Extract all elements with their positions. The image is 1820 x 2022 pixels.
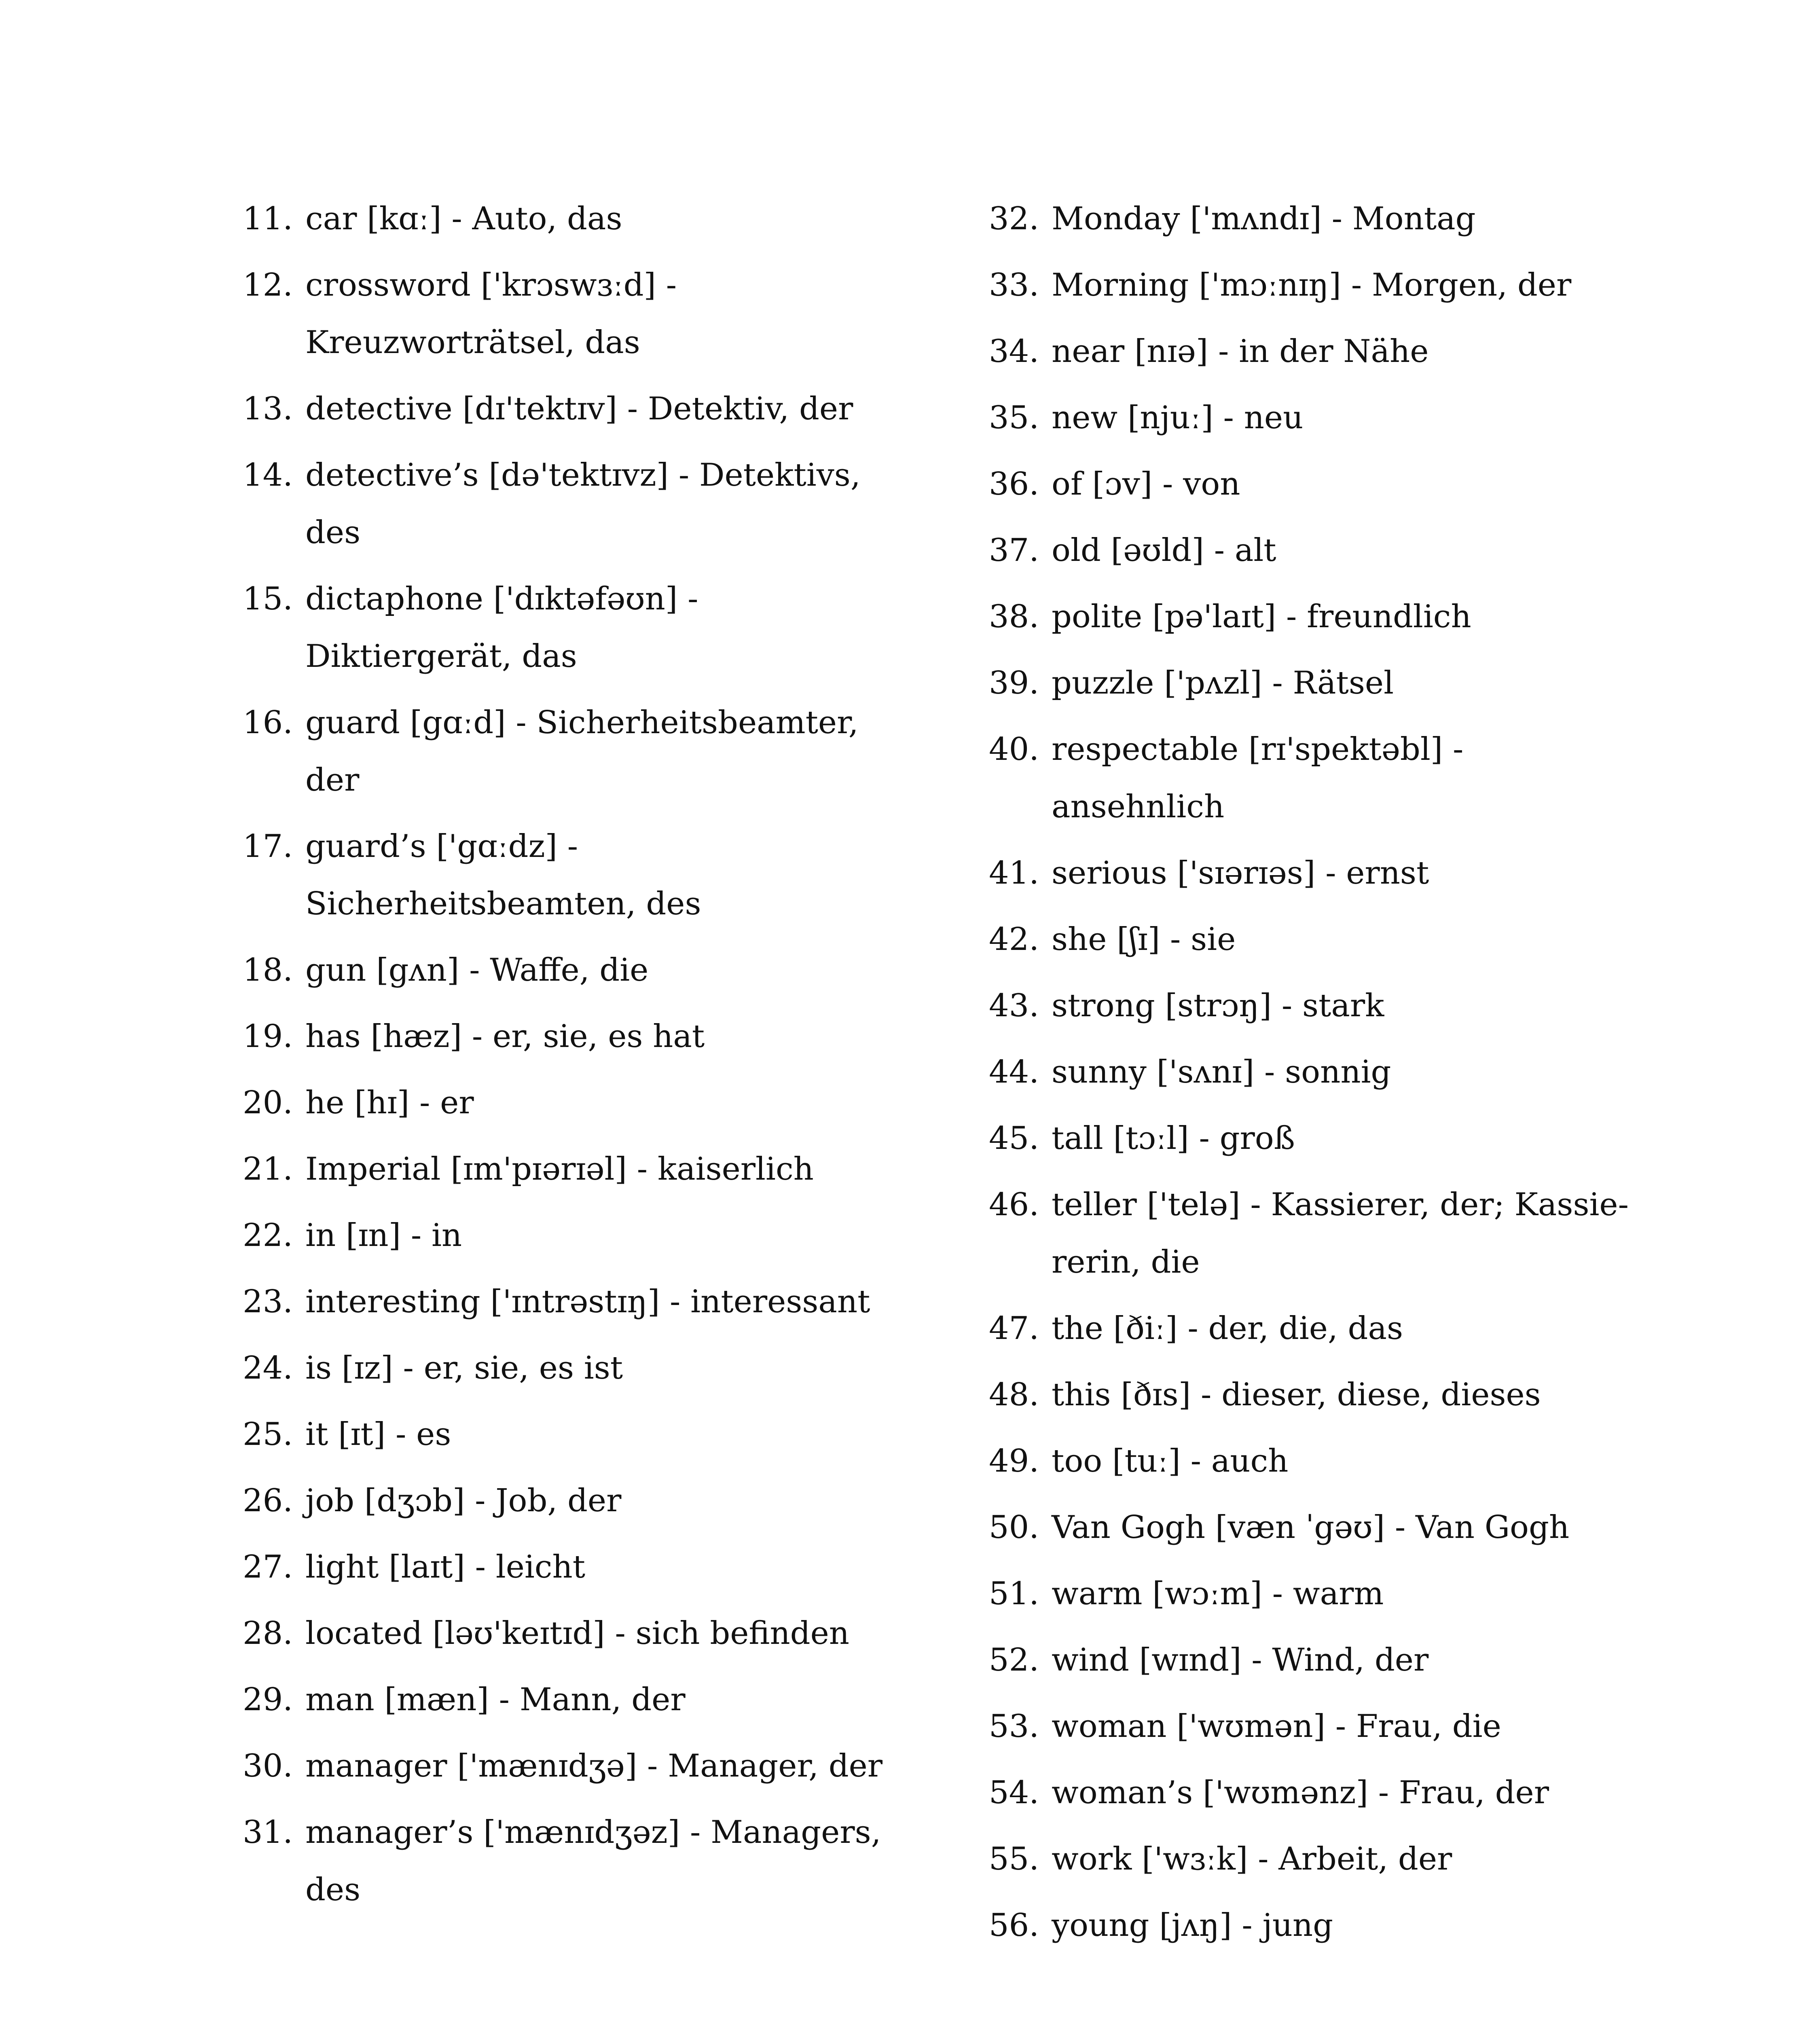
vocabulary-entry <box>989 911 1636 968</box>
entry-text: manager ['mænɪdʒə] - Manager, der <box>305 1748 883 1784</box>
vocabulary-entry <box>989 1110 1636 1167</box>
entry-number: 43. <box>989 988 1039 1024</box>
entry-text: detective’s [də'tektɪvz] - Detektivs, des <box>305 457 861 551</box>
entry-number: 30. <box>243 1748 293 1784</box>
vocabulary-entry <box>989 654 1636 712</box>
entry-number: 48. <box>989 1377 1039 1413</box>
entry-text: she [ʃɪ] - sie <box>1052 921 1236 958</box>
entry-text: he [hɪ] - er <box>305 1085 474 1121</box>
vocabulary-entry <box>989 1176 1636 1291</box>
entry-text: near [nɪə] - in der Nähe <box>1052 333 1429 370</box>
vocabulary-entry <box>989 1565 1636 1622</box>
entry-number: 38. <box>989 599 1039 635</box>
vocabulary-list-left <box>243 190 890 1927</box>
entry-number: 23. <box>243 1284 293 1320</box>
vocabulary-entry <box>243 1074 890 1132</box>
vocabulary-entry <box>243 941 890 999</box>
vocabulary-entry <box>989 256 1636 314</box>
entry-text: interesting ['ɪntrəstɪŋ] - interessant <box>305 1284 870 1320</box>
vocabulary-entry <box>989 844 1636 902</box>
entry-number: 39. <box>989 665 1039 701</box>
entry-number: 17. <box>243 828 293 865</box>
vocabulary-entry <box>243 1538 890 1596</box>
vocabulary-entry <box>989 323 1636 380</box>
vocabulary-entry <box>989 1366 1636 1423</box>
entry-text: woman ['wʊmən] - Frau, die <box>1052 1708 1501 1745</box>
entry-text: car [kɑː] - Auto, das <box>305 201 622 237</box>
entry-number: 15. <box>243 581 293 617</box>
entry-number: 20. <box>243 1085 293 1121</box>
vocabulary-entry <box>243 446 890 561</box>
entry-text: manager’s ['mænɪdʒəz] - Managers, des <box>305 1814 881 1908</box>
entry-text: Morning ['mɔːnɪŋ] - Morgen, der <box>1052 267 1572 303</box>
entry-text: Imperial [ɪm'pɪərɪəl] - kaiserlich <box>305 1151 814 1187</box>
entry-number: 13. <box>243 391 293 427</box>
entry-number: 46. <box>989 1187 1039 1223</box>
entry-number: 12. <box>243 267 293 303</box>
vocabulary-entry <box>243 1472 890 1529</box>
vocabulary-entry <box>989 1300 1636 1357</box>
entry-number: 25. <box>243 1416 293 1453</box>
entry-text: woman’s ['wʊmənz] - Frau, der <box>1052 1775 1549 1811</box>
entry-text: tall [tɔːl] - groß <box>1052 1120 1295 1157</box>
entry-text: job [dʒɔb] - Job, der <box>305 1483 622 1519</box>
entry-number: 19. <box>243 1018 293 1055</box>
entry-text: strong [strɔŋ] - stark <box>1052 988 1384 1024</box>
vocabulary-entry <box>243 694 890 809</box>
entry-number: 34. <box>989 333 1039 370</box>
vocabulary-entry <box>989 977 1636 1034</box>
vocabulary-entry <box>243 1605 890 1662</box>
entry-text: gun [gʌn] - Waffe, die <box>305 952 649 988</box>
entry-number: 33. <box>989 267 1039 303</box>
entry-number: 45. <box>989 1120 1039 1157</box>
vocabulary-entry <box>989 190 1636 247</box>
entry-text: young [jʌŋ] - jung <box>1052 1907 1333 1944</box>
vocabulary-entry <box>243 190 890 247</box>
vocabulary-entry <box>243 570 890 685</box>
entry-text: is [ɪz] - er, sie, es ist <box>305 1350 623 1386</box>
entry-number: 53. <box>989 1708 1039 1745</box>
entry-text: crossword ['krɔswɜːd] - Kreuzworträtsel, das <box>305 267 677 361</box>
entry-number: 16. <box>243 704 293 741</box>
entry-text: located [ləʊ'keɪtɪd] - sich befinden <box>305 1615 850 1652</box>
vocabulary-entry <box>243 1406 890 1463</box>
entry-text: polite [pə'laɪt] - freundlich <box>1052 599 1471 635</box>
vocabulary-entry <box>243 1207 890 1264</box>
entry-number: 44. <box>989 1054 1039 1090</box>
vocabulary-entry <box>989 1830 1636 1888</box>
entry-text: in [ɪn] - in <box>305 1217 462 1254</box>
entry-text: detective [dɪ'tektɪv] - Detektiv, der <box>305 391 853 427</box>
vocabulary-entry <box>243 380 890 438</box>
entry-number: 11. <box>243 201 293 237</box>
entry-number: 56. <box>989 1907 1039 1944</box>
vocabulary-entry <box>989 1897 1636 1954</box>
entry-text: sunny ['sʌnɪ] - sonnig <box>1052 1054 1391 1090</box>
entry-number: 28. <box>243 1615 293 1652</box>
entry-number: 26. <box>243 1483 293 1519</box>
entry-number: 21. <box>243 1151 293 1187</box>
entry-number: 49. <box>989 1443 1039 1479</box>
entry-text: has [hæz] - er, sie, es hat <box>305 1018 705 1055</box>
entry-number: 55. <box>989 1841 1039 1877</box>
vocabulary-entry <box>243 818 890 933</box>
vocabulary-entry <box>243 1737 890 1795</box>
entry-text: respectable [rɪ'spektəbl] - ansehnlich <box>1052 731 1464 825</box>
entry-number: 14. <box>243 457 293 493</box>
entry-number: 24. <box>243 1350 293 1386</box>
vocabulary-entry <box>243 1339 890 1397</box>
entry-number: 29. <box>243 1681 293 1718</box>
entry-text: Monday ['mʌndɪ] - Montag <box>1052 201 1476 237</box>
entry-number: 31. <box>243 1814 293 1851</box>
entry-text: new [njuː] - neu <box>1052 400 1304 436</box>
entry-text: of [ɔv] - von <box>1052 466 1240 502</box>
entry-text: Van Gogh [væn ˈgəʊ] - Van Gogh <box>1052 1509 1570 1546</box>
vocabulary-entry <box>243 1008 890 1065</box>
vocabulary-entry <box>989 389 1636 446</box>
entry-text: man [mæn] - Mann, der <box>305 1681 686 1718</box>
entry-text: this [ðɪs] - dieser, diese, dieses <box>1052 1377 1541 1413</box>
entry-text: light [laɪt] - leicht <box>305 1549 586 1585</box>
vocabulary-entry <box>989 1764 1636 1821</box>
entry-text: guard’s ['gɑːdz] - Sicherheitsbeamten, des <box>305 828 701 922</box>
vocabulary-entry <box>989 1432 1636 1490</box>
vocabulary-entry <box>243 1273 890 1330</box>
entry-number: 37. <box>989 532 1039 569</box>
entry-number: 32. <box>989 201 1039 237</box>
vocabulary-entry <box>243 256 890 371</box>
entry-text: old [əʊld] - alt <box>1052 532 1276 569</box>
entry-number: 42. <box>989 921 1039 958</box>
vocabulary-entry <box>243 1804 890 1918</box>
entry-number: 47. <box>989 1310 1039 1347</box>
entry-text: it [ɪt] - es <box>305 1416 451 1453</box>
entry-text: too [tuː] - auch <box>1052 1443 1289 1479</box>
entry-number: 51. <box>989 1576 1039 1612</box>
entry-number: 40. <box>989 731 1039 768</box>
vocabulary-entry <box>989 1631 1636 1689</box>
entry-text: dictaphone ['dɪktəfəʊn] - Diktiergerät, das <box>305 581 698 675</box>
vocabulary-entry <box>243 1671 890 1728</box>
entry-text: serious ['sɪərɪəs] - ernst <box>1052 855 1429 891</box>
entry-number: 35. <box>989 400 1039 436</box>
entry-number: 41. <box>989 855 1039 891</box>
entry-number: 54. <box>989 1775 1039 1811</box>
entry-number: 22. <box>243 1217 293 1254</box>
entry-text: the [ðiː] - der, die, das <box>1052 1310 1403 1347</box>
entry-text: teller ['telə] - Kassierer, der; Kassie-rerin, die <box>1052 1187 1629 1280</box>
vocabulary-entry <box>989 588 1636 645</box>
entry-number: 50. <box>989 1509 1039 1546</box>
vocabulary-list-right <box>989 190 1636 1963</box>
entry-number: 27. <box>243 1549 293 1585</box>
entry-text: work ['wɜːk] - Arbeit, der <box>1052 1841 1452 1877</box>
vocabulary-entry <box>989 721 1636 835</box>
entry-text: wind [wɪnd] - Wind, der <box>1052 1642 1429 1678</box>
entry-text: guard [gɑːd] - Sicherheitsbeamter, der <box>305 704 859 798</box>
vocabulary-entry <box>989 1499 1636 1556</box>
vocabulary-entry <box>243 1140 890 1198</box>
vocabulary-entry <box>989 522 1636 579</box>
entry-text: puzzle ['pʌzl] - Rätsel <box>1052 665 1394 701</box>
vocabulary-entry <box>989 455 1636 513</box>
entry-number: 18. <box>243 952 293 988</box>
vocabulary-entry <box>989 1043 1636 1101</box>
vocabulary-entry <box>989 1698 1636 1755</box>
entry-text: warm [wɔːm] - warm <box>1052 1576 1384 1612</box>
entry-number: 52. <box>989 1642 1039 1678</box>
entry-number: 36. <box>989 466 1039 502</box>
